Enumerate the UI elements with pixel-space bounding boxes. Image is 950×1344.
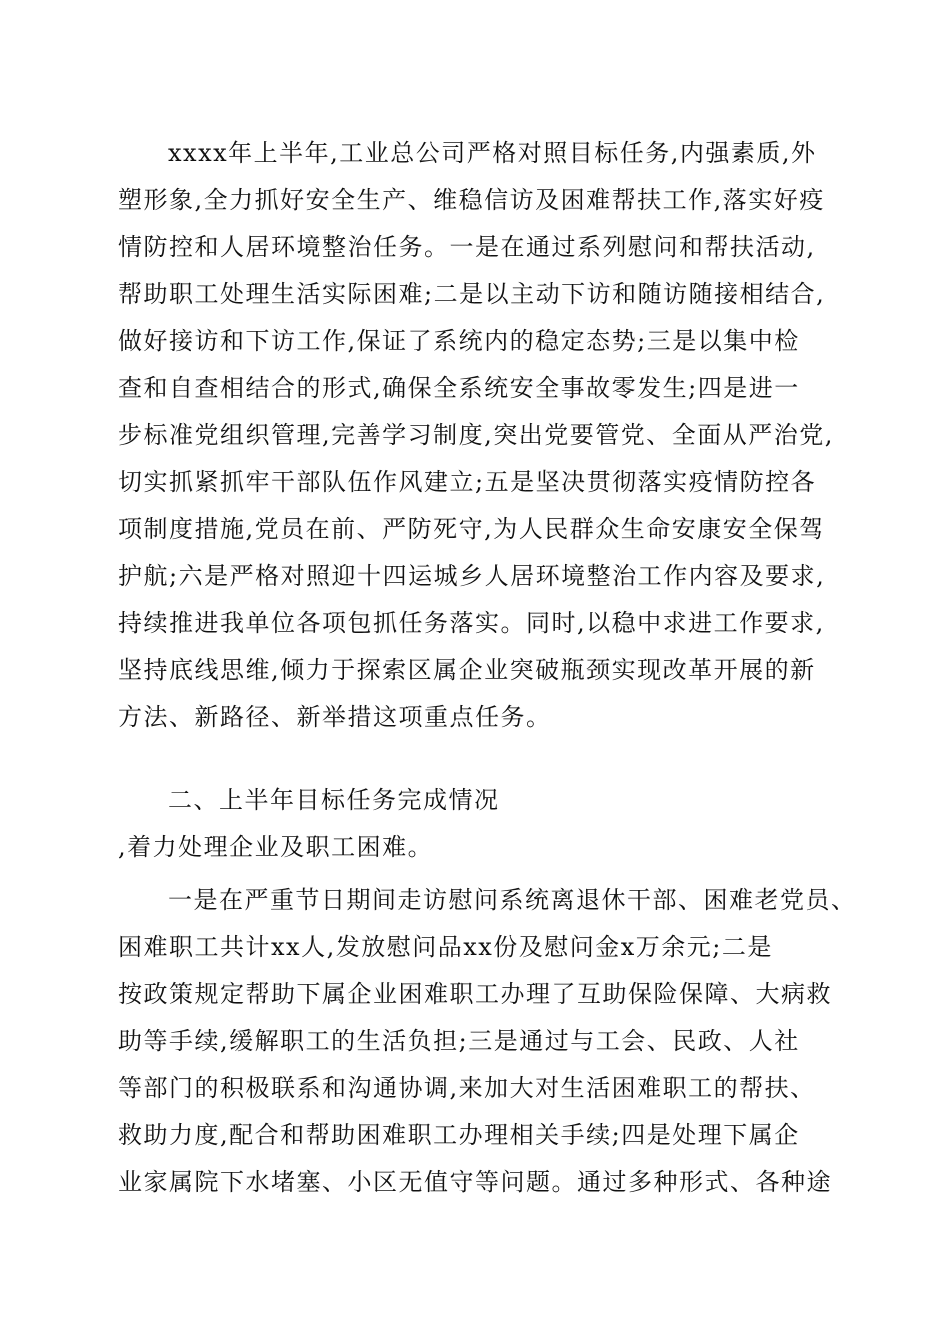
text-line: 步标准党组织管理,完善学习制度,突出党要管党、全面从严治党, [118, 421, 834, 449]
text-line: 按政策规定帮助下属企业困难职工办理了互助保险保障、大病救 [118, 980, 832, 1008]
text-line: 切实抓紧抓牢干部队伍作风建立;五是坚决贯彻落实疫情防控各 [118, 468, 817, 496]
text-line: 坚持底线思维,倾力于探索区属企业突破瓶颈实现改革开展的新 [118, 656, 816, 684]
text-line: xxxx年上半年,工业总公司严格对照目标任务,内强素质,外 [168, 139, 817, 167]
text-line: 帮助职工处理生活实际困难;二是以主动下访和随访随接相结合, [118, 280, 826, 308]
text-line: 方法、新路径、新举措这项重点任务。 [118, 703, 552, 731]
text-line: 塑形象,全力抓好安全生产、维稳信访及困难帮扶工作,落实好疫 [118, 186, 825, 214]
text-line: 护航;六是严格对照迎十四运城乡人居环境整治工作内容及要求, [118, 562, 826, 590]
text-line: 持续推进我单位各项包抓任务落实。同时,以稳中求进工作要求, [118, 609, 825, 637]
text-line: 业家属院下水堵塞、小区无值守等问题。通过多种形式、各种途 [118, 1168, 832, 1196]
text-line: 等部门的积极联系和沟通协调,来加大对生活困难职工的帮扶、 [118, 1074, 816, 1102]
text-line: 做好接访和下访工作,保证了系统内的稳定态势;三是以集中检 [118, 327, 800, 355]
text-line: ,着力处理企业及职工困难。 [118, 833, 434, 861]
text-line: 一是在严重节日期间走访慰问系统离退休干部、困难老党员、 [168, 886, 857, 914]
text-line: 查和自查相结合的形式,确保全系统安全事故零发生;四是进一 [118, 374, 800, 402]
text-line: 项制度措施,党员在前、严防死守,为人民群众生命安康安全保驾 [118, 515, 825, 543]
text-line: 情防控和人居环境整治任务。一是在通过系列慰问和帮扶活动, [118, 233, 816, 261]
text-line: 困难职工共计xx人,发放慰问品xx份及慰问金x万余元;二是 [118, 933, 773, 961]
section-heading: 二、上半年目标任务完成情况 [168, 786, 500, 814]
text-line: 救助力度,配合和帮助困难职工办理相关手续;四是处理下属企 [118, 1121, 800, 1149]
text-line: 助等手续,缓解职工的生活负担;三是通过与工会、民政、人社 [118, 1027, 800, 1055]
